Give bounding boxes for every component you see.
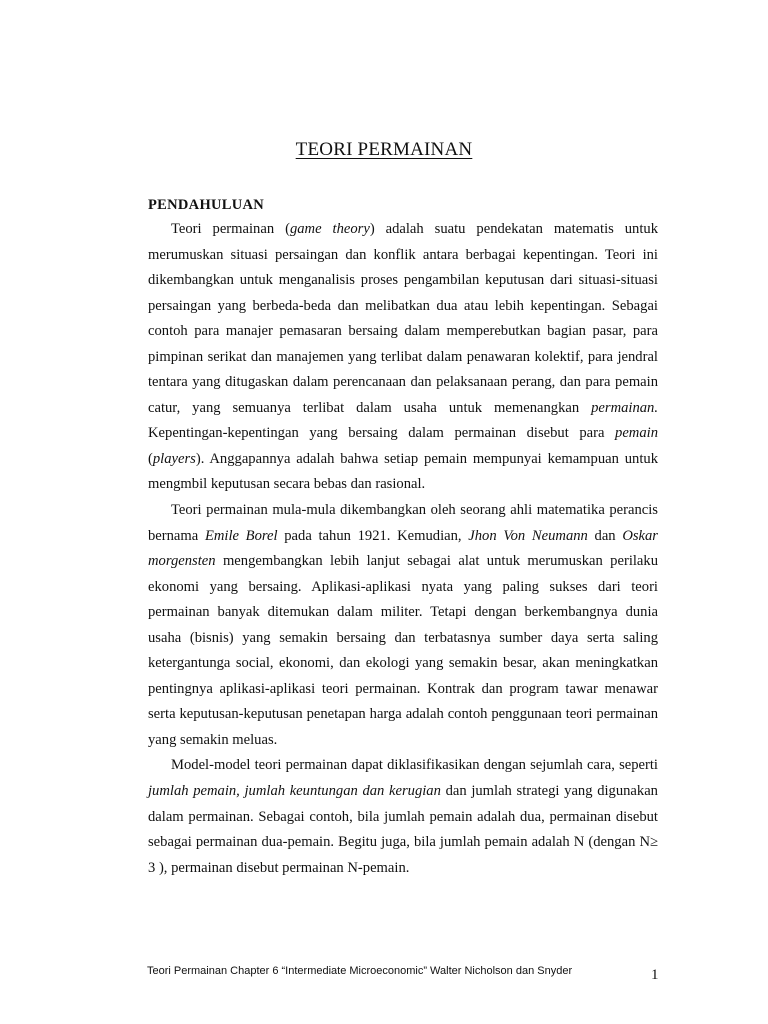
italic-term: game theory bbox=[289, 221, 370, 237]
italic-term: jumlah pemain, jumlah keuntungan dan kerugian bbox=[148, 783, 441, 800]
page-number: 1 bbox=[651, 967, 659, 983]
text-run: mengembangkan lebih lanjut sebagai alat untuk merumuskan perilaku ekonomi yang bersaing. Aplikasi-aplikasi nyata yang paling sukses dari teori permainan banyak ditemukan dalam militer. Tetapi dengan berkembangnya dunia usaha (bisnis) yang semakin bersaing dan terbatasnya sumber daya serta saling ketergantunga social, ekonomi, dan ekologi yang semakin besar, akan meningkatkan pentingnya aplikasi-aplikasi teori permainan. Kontrak dan program tawar menawar serta keputusan-keputusan penetapan harga adalah contoh penggunaan teori permainan yang semakin meluas. bbox=[148, 553, 658, 748]
footer-text: Teori Permainan Chapter 6 “Intermediate Microeconomic” Walter Nicholson dan Snyder bbox=[147, 965, 573, 977]
section-heading: PENDAHULUAN bbox=[148, 197, 265, 213]
text-run: ) adalah suatu pendekatan matematis untuk merumuskan situasi persaingan dan konflik antara berbagai kepentingan. Teori ini dikembangkan untuk menganalisis proses pengambilan keputusan dari situasi-situasi persaingan yang berbeda-beda dan melibatkan dua atau lebih kepentingan. Sebagai contoh para manajer pemasaran bersaing dalam memperebutkan bagian pasar, para pimpinan serikat dan manajemen yang terlibat dalam penawaran kolektif, para jendral tentara yang ditugaskan dalam perencanaan dan pelaksanaan perang, dan para pemain catur, yang semuanya terlibat dalam usaha untuk memenangkan bbox=[148, 221, 658, 416]
text-run: pada tahun 1921. Kemudian, bbox=[277, 527, 469, 544]
text-run: Model-model teori permainan dapat diklasifikasikan dengan sejumlah cara, seperti bbox=[171, 757, 658, 774]
italic-term: permainan. bbox=[591, 399, 658, 416]
paragraph-2 bbox=[148, 498, 658, 753]
text-run: dan bbox=[587, 527, 623, 544]
text-run: ). Anggapannya adalah bahwa setiap pemain mempunyai kemampuan untuk mengmbil keputusan secara bebas dan rasional. bbox=[148, 450, 658, 493]
body-text bbox=[148, 217, 658, 881]
text-run: ( bbox=[148, 450, 153, 467]
italic-term: Oskar morgensten bbox=[148, 527, 658, 570]
text-run: Teori permainan ( bbox=[171, 221, 290, 237]
text-run: Kepentingan-kepentingan yang bersaing dalam permainan disebut para bbox=[148, 425, 616, 442]
paragraph-3 bbox=[148, 753, 658, 881]
text-run: Teori permainan mula-mula dikembangkan oleh seorang ahli matematika perancis bernama bbox=[148, 502, 658, 544]
text-run: dan jumlah strategi yang digunakan dalam permainan. Sebagai contoh, bila jumlah pemain adalah dua, permainan disebut sebagai permainan dua-pemain. Begitu juga, bila jumlah pemain adalah N (dengan N≥ 3 ), permainan disebut permainan N-pemain. bbox=[148, 783, 658, 876]
italic-term: Emile Borel bbox=[204, 527, 278, 544]
document-title: TEORI PERMAINAN bbox=[295, 139, 473, 160]
paragraph-1 bbox=[148, 217, 658, 498]
italic-term: pemain bbox=[615, 425, 658, 442]
italic-term: players bbox=[152, 450, 196, 467]
italic-term: Jhon Von Neumann bbox=[468, 527, 588, 544]
